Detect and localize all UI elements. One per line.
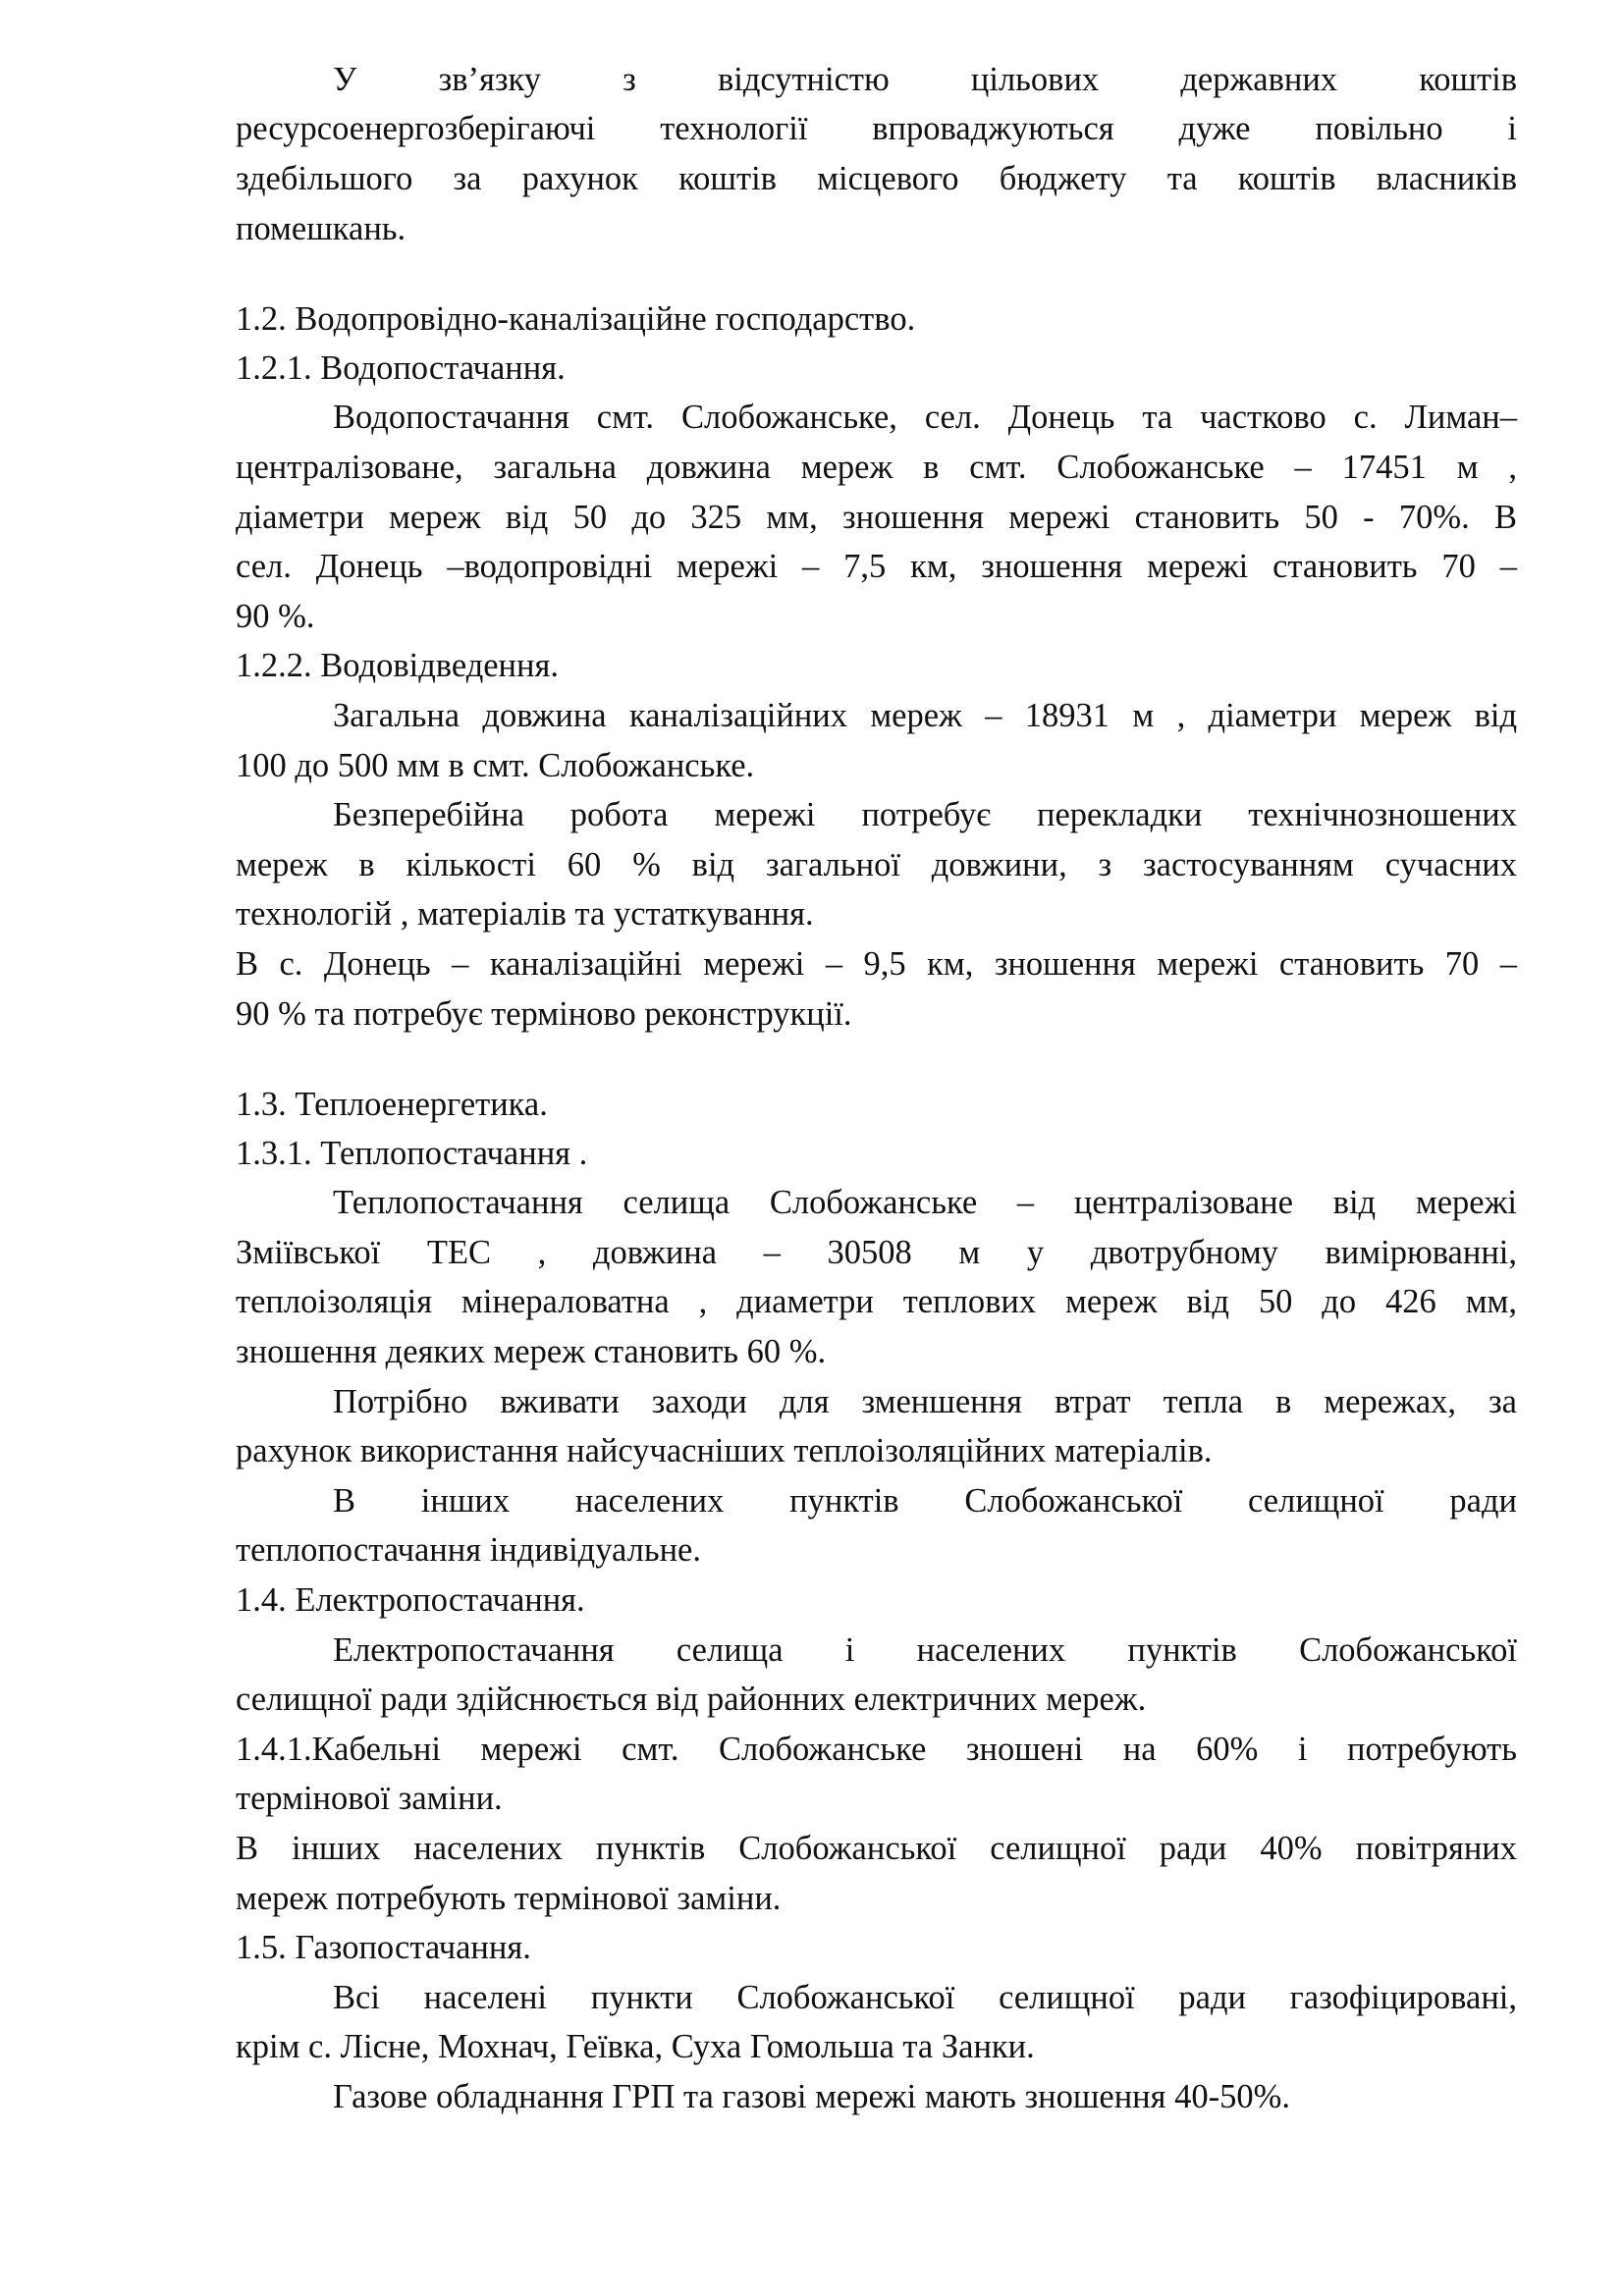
section-heading: 1.4. Електропостачання.: [236, 1581, 585, 1619]
paragraph-line: 90 % та потребує терміново реконструкції.: [236, 995, 852, 1033]
paragraph-line: Водопостачання смт. Слобожанське, сел. Донець та частково с. Лиман–: [333, 399, 1517, 436]
paragraph-line: рахунок використання найсучасніших теплоізоляційних матеріалів.: [236, 1432, 1213, 1469]
paragraph-line: Газове обладнання ГРП та газові мережі мають зношення 40-50%.: [333, 2078, 1290, 2115]
paragraph-line: Потрібно вживати заходи для зменшення втрат тепла в мережах, за: [333, 1383, 1517, 1420]
paragraph-line: 100 до 500 мм в смт. Слобожанське.: [236, 747, 755, 784]
paragraph-line: Електропостачання селища і населених пунктів Слобожанської: [333, 1631, 1517, 1669]
paragraph-line: зношення деяких мереж становить 60 %.: [236, 1333, 827, 1370]
subsection-heading: 1.2.1. Водопостачання.: [236, 349, 566, 387]
paragraph-line: технологій , матеріалів та устаткування.: [236, 895, 814, 933]
subsection-heading: 1.3.1. Теплопостачання .: [236, 1135, 588, 1172]
paragraph-line: помешкань.: [236, 210, 406, 247]
paragraph-line: діаметри мереж від 50 до 325 мм, зношення мережі становить 50 - 70%. В: [236, 499, 1517, 536]
paragraph-line: В с. Донець – каналізаційні мережі – 9,5 км, зношення мережі становить 70 –: [236, 945, 1517, 983]
paragraph-line: Теплопостачання селища Слобожанське – централізоване від мережі: [333, 1184, 1517, 1221]
paragraph-line: централізоване, загальна довжина мереж в смт. Слобожанське – 17451 м ,: [236, 449, 1517, 486]
paragraph-line: Всі населені пункти Слобожанської селищної ради газофіцировані,: [333, 1979, 1517, 2016]
paragraph-line: мереж в кількості 60 % від загальної довжини, з застосуванням сучасних: [236, 846, 1517, 883]
paragraph-line: теплоізоляція мінераловатна , диаметри теплових мереж від 50 до 426 мм,: [236, 1283, 1517, 1320]
paragraph-line: В інших населених пунктів Слобожанської селищної ради: [333, 1482, 1517, 1520]
paragraph-line: термінової заміни.: [236, 1780, 503, 1817]
paragraph-line: Зміївської ТЕС , довжина – 30508 м у двотрубному вимірюванні,: [236, 1234, 1517, 1271]
paragraph-line: селищної ради здійснюється від районних електричних мереж.: [236, 1681, 1147, 1718]
subsection-heading: 1.2.2. Водовідведення.: [236, 647, 559, 684]
paragraph-line: сел. Донець –водопровідні мережі – 7,5 км, зношення мережі становить 70 –: [236, 548, 1517, 585]
paragraph-line: 90 %.: [236, 598, 315, 635]
paragraph-line: В інших населених пунктів Слобожанської селищної ради 40% повітряних: [236, 1830, 1517, 1867]
paragraph-line: 1.4.1.Кабельні мережі смт. Слобожанське зношені на 60% і потребують: [236, 1731, 1517, 1768]
paragraph-line: ресурсоенергозберігаючі технології впроваджуються дуже повільно і: [236, 110, 1517, 147]
paragraph-line: крім с. Лісне, Мохнач, Геївка, Суха Гомольша та Занки.: [236, 2028, 1035, 2065]
section-heading: 1.5. Газопостачання.: [236, 1929, 531, 1966]
paragraph-line: Загальна довжина каналізаційних мереж – 18931 м , діаметри мереж від: [333, 697, 1517, 734]
section-heading: 1.3. Теплоенергетика.: [236, 1086, 548, 1123]
paragraph-line: здебільшого за рахунок коштів місцевого бюджету та коштів власників: [236, 160, 1517, 197]
paragraph-line: Безперебійна робота мережі потребує перекладки технічнозношених: [333, 796, 1517, 833]
paragraph-line: мереж потребують термінової заміни.: [236, 1880, 782, 1917]
section-heading: 1.2. Водопровідно-каналізаційне господарство.: [236, 300, 916, 338]
paragraph-line: У зв’язку з відсутністю цільових державних коштів: [333, 61, 1517, 98]
paragraph-line: теплопостачання індивідуальне.: [236, 1531, 701, 1569]
